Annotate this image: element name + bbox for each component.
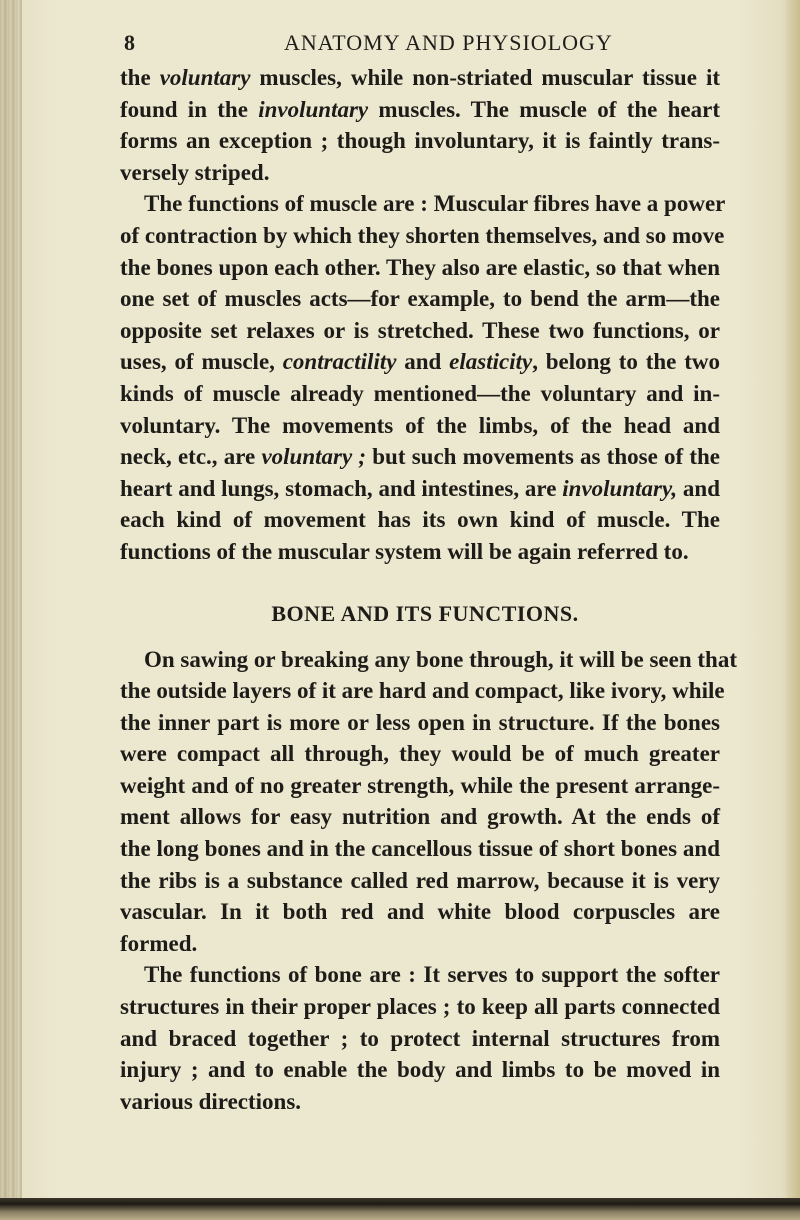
bone-functions-section [120,644,737,1118]
text-line [120,675,725,707]
text-line [120,770,720,802]
text-run: the ribs is a substance called red marrow, because it is very [120,867,720,893]
muscle-functions-section [120,62,726,568]
running-head-title: ANATOMY AND PHYSIOLOGY [284,30,613,55]
text-line [120,410,720,442]
text-line [120,378,720,410]
text-line [120,801,720,833]
page-bottom-edge [0,1198,800,1220]
text-run: On sawing or breaking any bone through, it will be seen that [144,646,737,672]
italic-term: involuntary, [562,475,678,501]
text-run: the long bones and in the cancellous tissue of short bones and [120,836,720,862]
text-run: formed. [120,930,198,956]
page-right-edge [786,0,800,1220]
text-run: weight and of no greater strength, while the present arrange- [120,772,720,798]
text-run: The functions of bone are : It serves to support the softer [144,962,720,988]
text-line [120,1086,720,1118]
text-run: muscles, while non-striated muscular tissue it [250,65,720,90]
text-run: one set of muscles acts—for example, to bend the arm—the [120,286,720,312]
text-run: The functions of muscle are : Muscular fibres have a power [144,191,726,217]
binding-edge [0,0,22,1220]
text-run: the outside layers of it are hard and compact, like ivory, while [120,678,725,704]
text-run: various directions. [120,1088,302,1114]
text-line [120,1023,720,1055]
text-run: were compact all through, they would be of much greater [120,741,720,767]
text-run: heart and lungs, stomach, and intestines, are [120,475,563,501]
text-line [120,991,720,1023]
text-line [120,707,720,739]
text-run: of contraction by which they shorten themselves, and so move [120,222,725,248]
text-run: injury ; and to enable the body and limbs to be moved in [120,1057,720,1083]
text-line [120,157,720,189]
text-line [120,94,720,126]
text-run: neck, etc., are [120,444,262,470]
text-run: and braced together ; to protect internal structures from [120,1025,720,1051]
body-text [120,62,737,1117]
page-number: 8 [124,30,135,55]
text-run: structures in their proper places ; to keep all parts connected [120,994,720,1020]
text-run: , belong to the two [532,349,720,375]
text-run: each kind of movement has its own kind of muscle. The [120,507,720,533]
text-run: uses, of muscle, [120,349,283,375]
text-line [120,504,720,536]
text-run: functions of the muscular system will be again referred to. [120,538,689,564]
text-run: and [396,349,450,375]
text-run: forms an exception ; though involuntary, it is faintly trans- [120,128,720,154]
text-line [120,928,720,960]
text-run: and [677,475,720,501]
text-line [120,644,737,676]
text-line [120,125,720,157]
text-run: the inner part is more or less open in structure. If the bones [120,709,720,735]
text-line [120,738,720,770]
italic-term: voluntary [159,65,251,90]
text-line [120,220,725,252]
text-run: vascular. In it both red and white blood corpuscles are [120,899,720,925]
text-run: voluntary. The movements of the limbs, of the head and [120,412,720,438]
text-run: the bones upon each other. They also are elastic, so that when [120,254,720,280]
text-line [120,473,720,505]
text-line [120,833,720,865]
text-run: opposite set relaxes or is stretched. These two functions, or [120,317,720,343]
text-run: kinds of muscle already mentioned—the voluntary and in- [120,380,720,406]
text-run: but such movements as those of the [366,444,721,470]
text-run: versely striped. [120,159,270,185]
text-line [120,283,720,315]
text-line [120,959,720,991]
text-line [120,315,720,347]
text-line [120,1054,720,1086]
text-line [120,865,720,897]
text-line [120,252,720,284]
italic-term: involuntary [258,96,369,122]
italic-term: elasticity [449,349,533,375]
text-line [120,536,720,568]
running-head [124,26,644,58]
text-run: found in the [120,96,259,122]
text-line [120,896,720,928]
italic-term: voluntary ; [261,444,367,470]
text-line [120,62,720,94]
text-run: ment allows for easy nutrition and growth. At the ends of [120,804,720,830]
text-run: the [120,65,160,90]
section-heading: BONE AND ITS FUNCTIONS. [271,600,579,626]
text-run: muscles. The muscle of the heart [368,96,720,122]
text-line [120,441,720,473]
text-line [120,346,720,378]
text-line [120,188,726,220]
italic-term: contractility [282,349,397,375]
